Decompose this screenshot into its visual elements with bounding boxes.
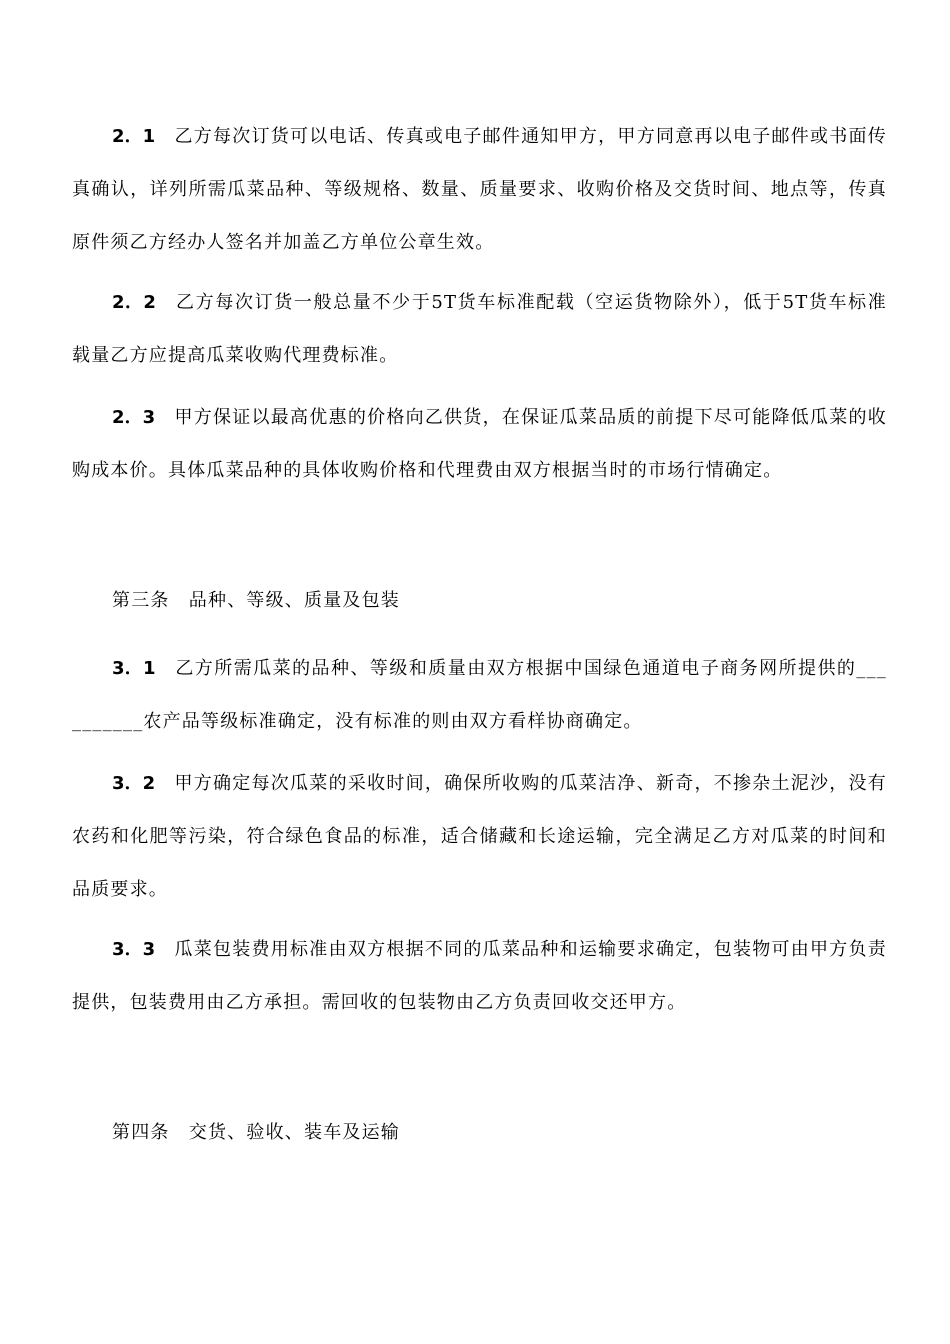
clause-number: 2．2 xyxy=(112,292,156,313)
clause-text: 乙方每次订货可以电话、传真或电子邮件通知甲方，甲方同意再以电子邮件或书面传真确认，详列所需瓜菜品种、等级规格、数量、质量要求、收购价格及交货时间、地点等，传真原件须乙方经办人签名并加盖乙方单位公章生效。 xyxy=(72,126,887,253)
clause-number: 2．3 xyxy=(112,407,156,428)
clause-text: 甲方确定每次瓜菜的采收时间，确保所收购的瓜菜洁净、新奇，不掺杂土泥沙，没有农药和化肥等污染，符合绿色食品的标准，适合储藏和长途运输，完全满足乙方对瓜菜的时间和品质要求。 xyxy=(72,773,887,900)
clause-text: 乙方所需瓜菜的品种、等级和质量由双方根据中国绿色通道电子商务网所提供的__________农产品等级标准确定，没有标准的则由双方看样协商确定。 xyxy=(72,658,887,732)
clause-text: 甲方保证以最高优惠的价格向乙供货，在保证瓜菜品质的前提下尽可能降低瓜菜的收购成本价。具体瓜菜品种的具体收购价格和代理费由双方根据当时的市场行情确定。 xyxy=(72,407,887,481)
clause-3-3 xyxy=(72,923,887,1029)
clause-number: 3．2 xyxy=(112,773,156,794)
clause-2-1 xyxy=(72,110,887,269)
clause-text: 瓜菜包装费用标准由双方根据不同的瓜菜品种和运输要求确定，包装物可由甲方负责提供，包装费用由乙方承担。需回收的包装物由乙方负责回收交还甲方。 xyxy=(72,939,887,1013)
clause-2-3 xyxy=(72,391,887,497)
clause-number: 3．3 xyxy=(112,939,156,960)
section-heading-4: 第四条 交货、验收、装车及运输 xyxy=(112,1122,400,1143)
clause-number: 2．1 xyxy=(112,126,156,147)
clause-text: 乙方每次订货一般总量不少于5T货车标准配载（空运货物除外），低于5T货车标准载量乙方应提高瓜菜收购代理费标准。 xyxy=(72,292,887,366)
clause-2-2 xyxy=(72,276,887,382)
clause-3-1 xyxy=(72,642,887,748)
section-heading-3: 第三条 品种、等级、质量及包装 xyxy=(112,590,400,611)
clause-3-2 xyxy=(72,757,887,916)
clause-number: 3．1 xyxy=(112,658,156,679)
